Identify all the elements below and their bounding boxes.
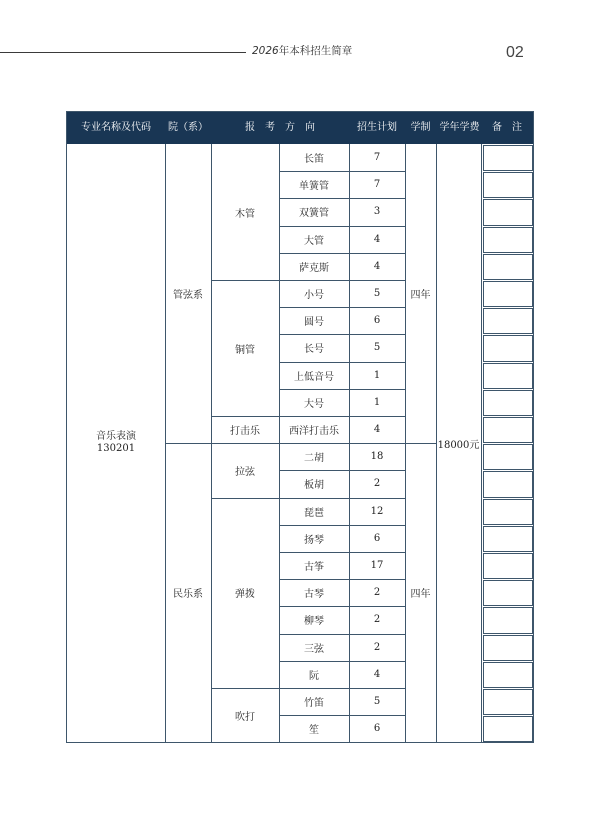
enrollment-plan-cell: 5 xyxy=(373,342,381,354)
direction-cell: 扬琴 xyxy=(304,534,324,546)
enrollment-plan-cell: 2 xyxy=(373,641,381,653)
duration-cell: 四年 xyxy=(410,589,431,601)
direction-cell: 上低音号 xyxy=(294,371,334,383)
notes-cell xyxy=(483,499,533,525)
row-divider xyxy=(279,715,405,716)
row-divider xyxy=(279,525,405,526)
row-divider xyxy=(279,198,405,199)
enrollment-plan-cell: 7 xyxy=(373,152,381,164)
major-name-cell xyxy=(67,144,165,742)
notes-cell xyxy=(483,607,533,633)
header-rule xyxy=(0,52,246,53)
instrument-group-cell: 木管 xyxy=(235,208,255,220)
direction-cell: 二胡 xyxy=(304,453,324,465)
enrollment-plan-cell: 1 xyxy=(373,369,381,381)
direction-cell: 竹笛 xyxy=(304,698,324,710)
direction-cell: 柳琴 xyxy=(304,616,324,628)
row-divider xyxy=(279,606,405,607)
column-line-group xyxy=(279,144,280,742)
enrollment-plan-cell: 18 xyxy=(370,451,384,463)
instrument-group-cell: 铜管 xyxy=(235,344,255,356)
department-cell: 管弦系 xyxy=(173,290,203,302)
row-divider xyxy=(279,634,405,635)
notes-cell xyxy=(483,145,533,171)
notes-cell xyxy=(483,281,533,307)
notes-cell xyxy=(483,526,533,552)
instrument-group-cell: 打击乐 xyxy=(230,426,260,438)
header-title: 年本科招生简章 xyxy=(278,45,353,57)
notes-cell xyxy=(483,172,533,198)
column-line-tuition xyxy=(481,144,482,742)
duration-divider xyxy=(405,443,436,444)
column-header-department: 院（系） xyxy=(168,122,208,133)
row-divider xyxy=(279,416,405,417)
row-divider xyxy=(279,688,405,689)
notes-cell xyxy=(483,254,533,280)
enrollment-plan-cell: 1 xyxy=(373,396,381,408)
column-header-duration: 学制 xyxy=(410,122,431,133)
row-divider xyxy=(279,389,405,390)
notes-cell xyxy=(483,716,533,742)
enrollment-plan-cell: 5 xyxy=(373,288,381,300)
document-header xyxy=(252,43,352,58)
direction-cell: 西洋打击乐 xyxy=(289,426,339,438)
notes-cell xyxy=(483,662,533,688)
instrument-group-cell: 吹打 xyxy=(235,711,255,723)
notes-cell xyxy=(483,580,533,606)
notes-cell xyxy=(483,417,533,443)
row-divider xyxy=(279,579,405,580)
enrollment-plan-cell: 4 xyxy=(373,233,381,245)
row-divider xyxy=(279,253,405,254)
enrollment-plan-cell: 4 xyxy=(373,260,381,272)
enrollment-plan-cell: 3 xyxy=(373,206,381,218)
notes-cell xyxy=(483,390,533,416)
admissions-table xyxy=(66,111,534,743)
column-header-plan: 招生计划 xyxy=(357,122,397,133)
notes-cell xyxy=(483,471,533,497)
row-divider xyxy=(279,362,405,363)
instrument-group-cell: 弹拨 xyxy=(235,589,255,601)
notes-cell xyxy=(483,444,533,470)
column-line-duration xyxy=(436,144,437,742)
notes-cell xyxy=(483,689,533,715)
direction-cell: 长号 xyxy=(304,344,324,356)
enrollment-plan-cell: 2 xyxy=(373,478,381,490)
notes-cell xyxy=(483,308,533,334)
page-number: 02 xyxy=(506,44,524,61)
direction-cell: 古琴 xyxy=(304,589,324,601)
notes-cell xyxy=(483,363,533,389)
row-divider xyxy=(279,470,405,471)
enrollment-plan-cell: 4 xyxy=(373,668,381,680)
table-header xyxy=(67,112,533,144)
row-divider xyxy=(279,280,405,281)
column-header-tuition: 学年学费 xyxy=(439,122,480,133)
direction-cell: 小号 xyxy=(304,290,324,302)
row-divider xyxy=(279,498,405,499)
enrollment-plan-cell: 6 xyxy=(373,532,381,544)
enrollment-plan-cell: 12 xyxy=(370,505,384,517)
direction-cell: 单簧管 xyxy=(299,181,329,193)
direction-cell: 三弦 xyxy=(304,643,324,655)
column-line-plan xyxy=(405,144,406,742)
enrollment-plan-cell: 4 xyxy=(373,424,381,436)
notes-cell xyxy=(483,635,533,661)
column-line-department xyxy=(211,144,212,742)
duration-cell: 四年 xyxy=(410,290,431,302)
instrument-group-cell: 拉弦 xyxy=(235,466,255,478)
column-header-direction: 报 考 方 向 xyxy=(245,122,315,133)
major-name: 音乐表演 xyxy=(96,431,136,443)
column-line-direction xyxy=(349,144,350,742)
column-header-notes: 备 注 xyxy=(492,122,522,133)
enrollment-plan-cell: 7 xyxy=(373,179,381,191)
direction-cell: 萨克斯 xyxy=(299,262,329,274)
direction-cell: 笙 xyxy=(309,725,319,737)
tuition-cell: 18000元 xyxy=(437,439,480,451)
row-divider xyxy=(279,171,405,172)
enrollment-plan-cell: 2 xyxy=(373,614,381,626)
row-divider xyxy=(279,334,405,335)
column-line-major xyxy=(165,144,166,742)
department-cell: 民乐系 xyxy=(173,589,203,601)
enrollment-plan-cell: 2 xyxy=(373,587,381,599)
header-year: 2026 xyxy=(252,45,279,57)
notes-cell xyxy=(483,335,533,361)
row-divider xyxy=(279,661,405,662)
row-divider xyxy=(279,307,405,308)
row-divider xyxy=(279,443,405,444)
enrollment-plan-cell: 6 xyxy=(373,315,381,327)
direction-cell: 板胡 xyxy=(304,480,324,492)
direction-cell: 大管 xyxy=(304,235,324,247)
notes-cell xyxy=(483,199,533,225)
enrollment-plan-cell: 6 xyxy=(373,723,381,735)
notes-cell xyxy=(483,227,533,253)
notes-cell xyxy=(483,553,533,579)
direction-cell: 长笛 xyxy=(304,154,324,166)
direction-cell: 双簧管 xyxy=(299,208,329,220)
direction-cell: 圆号 xyxy=(304,317,324,329)
row-divider xyxy=(279,226,405,227)
major-code: 130201 xyxy=(96,443,136,455)
enrollment-plan-cell: 5 xyxy=(373,696,381,708)
column-header-major: 专业名称及代码 xyxy=(81,122,151,133)
direction-cell: 阮 xyxy=(309,670,319,682)
enrollment-plan-cell: 17 xyxy=(370,560,384,572)
direction-cell: 琵琶 xyxy=(304,507,324,519)
row-divider xyxy=(279,552,405,553)
direction-cell: 大号 xyxy=(304,398,324,410)
direction-cell: 古筝 xyxy=(304,562,324,574)
